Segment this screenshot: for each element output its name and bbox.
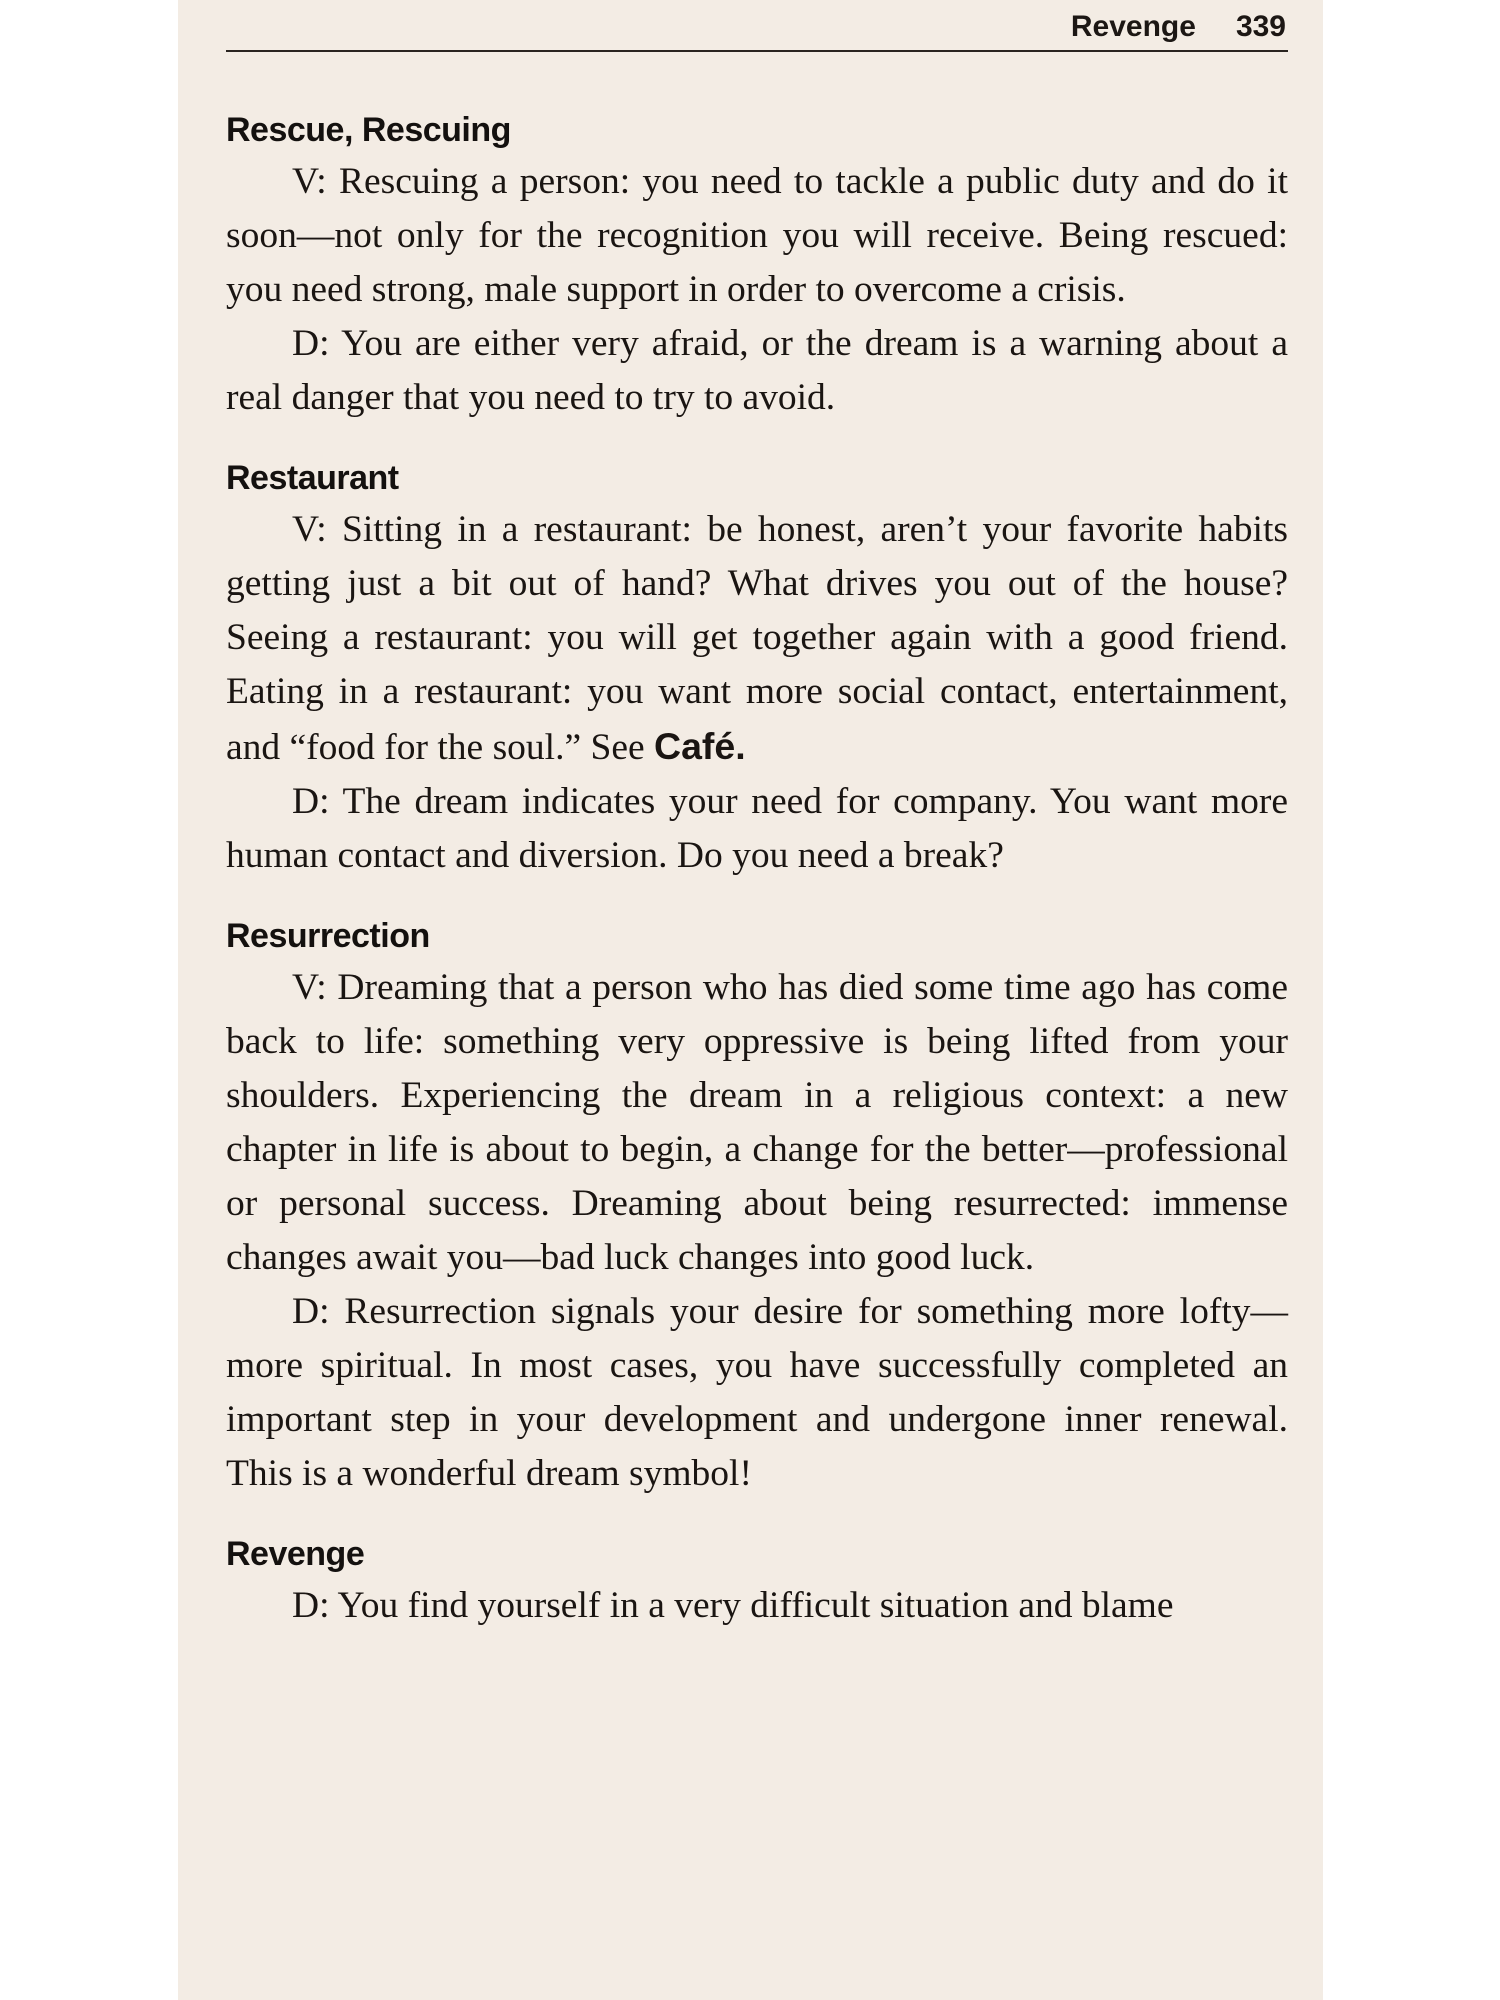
entry-restaurant [226, 453, 1288, 883]
entry-paragraph: V: Rescuing a person: you need to tackle a public duty and do it soon—not only for the recognition you will receive. Being rescued: you need strong, male support in order to overcome a crisis. [226, 161, 1288, 310]
entry-title: Restaurant [226, 459, 399, 497]
entry-title: Rescue, Rescuing [226, 111, 511, 149]
entry-revenge [226, 1529, 1288, 1633]
page-body [226, 105, 1288, 1661]
page-number: 339 [1235, 10, 1286, 43]
entry-paragraph: D: You find yourself in a very difficult situation and blame [292, 1585, 1174, 1626]
entry-paragraph-text: V: Sitting in a restaurant: be honest, aren’t your favorite habits getting just a bit out of hand? What drives you out of the house? Seeing a restaurant: you will get together again with a good friend. Eating in a restaurant: you want more social contact, entertainment, and “food for the soul.” See [226, 509, 1288, 768]
entry-paragraph: D: You are either very afraid, or the dream is a warning about a real danger that you need to try to avoid. [226, 323, 1288, 418]
entry-rescue [226, 105, 1288, 425]
page-header [226, 4, 1288, 52]
book-page [178, 0, 1323, 2000]
entry-title: Revenge [226, 1535, 365, 1573]
entry-paragraph: V: Dreaming that a person who has died some time ago has come back to life: something very oppressive is being lifted from your shoulders. Experiencing the dream in a religious context: a new chapter in life is about to begin, a change for the better—professional or personal success. Dreaming about being resurrected: immense changes await you—bad luck changes into good luck. [226, 967, 1288, 1278]
cross-reference: Café. [654, 725, 746, 767]
entry-resurrection [226, 911, 1288, 1501]
entry-paragraph [226, 503, 1288, 775]
entry-paragraph: D: The dream indicates your need for company. You want more human contact and diversion. Do you need a break? [226, 781, 1288, 876]
entry-title: Resurrection [226, 917, 430, 955]
entry-paragraph: D: Resurrection signals your desire for something more lofty—more spiritual. In most cases, you have successfully completed an important step in your development and undergone inner renewal. This is a wonderful dream symbol! [226, 1291, 1288, 1494]
running-title: Revenge [1070, 10, 1196, 43]
